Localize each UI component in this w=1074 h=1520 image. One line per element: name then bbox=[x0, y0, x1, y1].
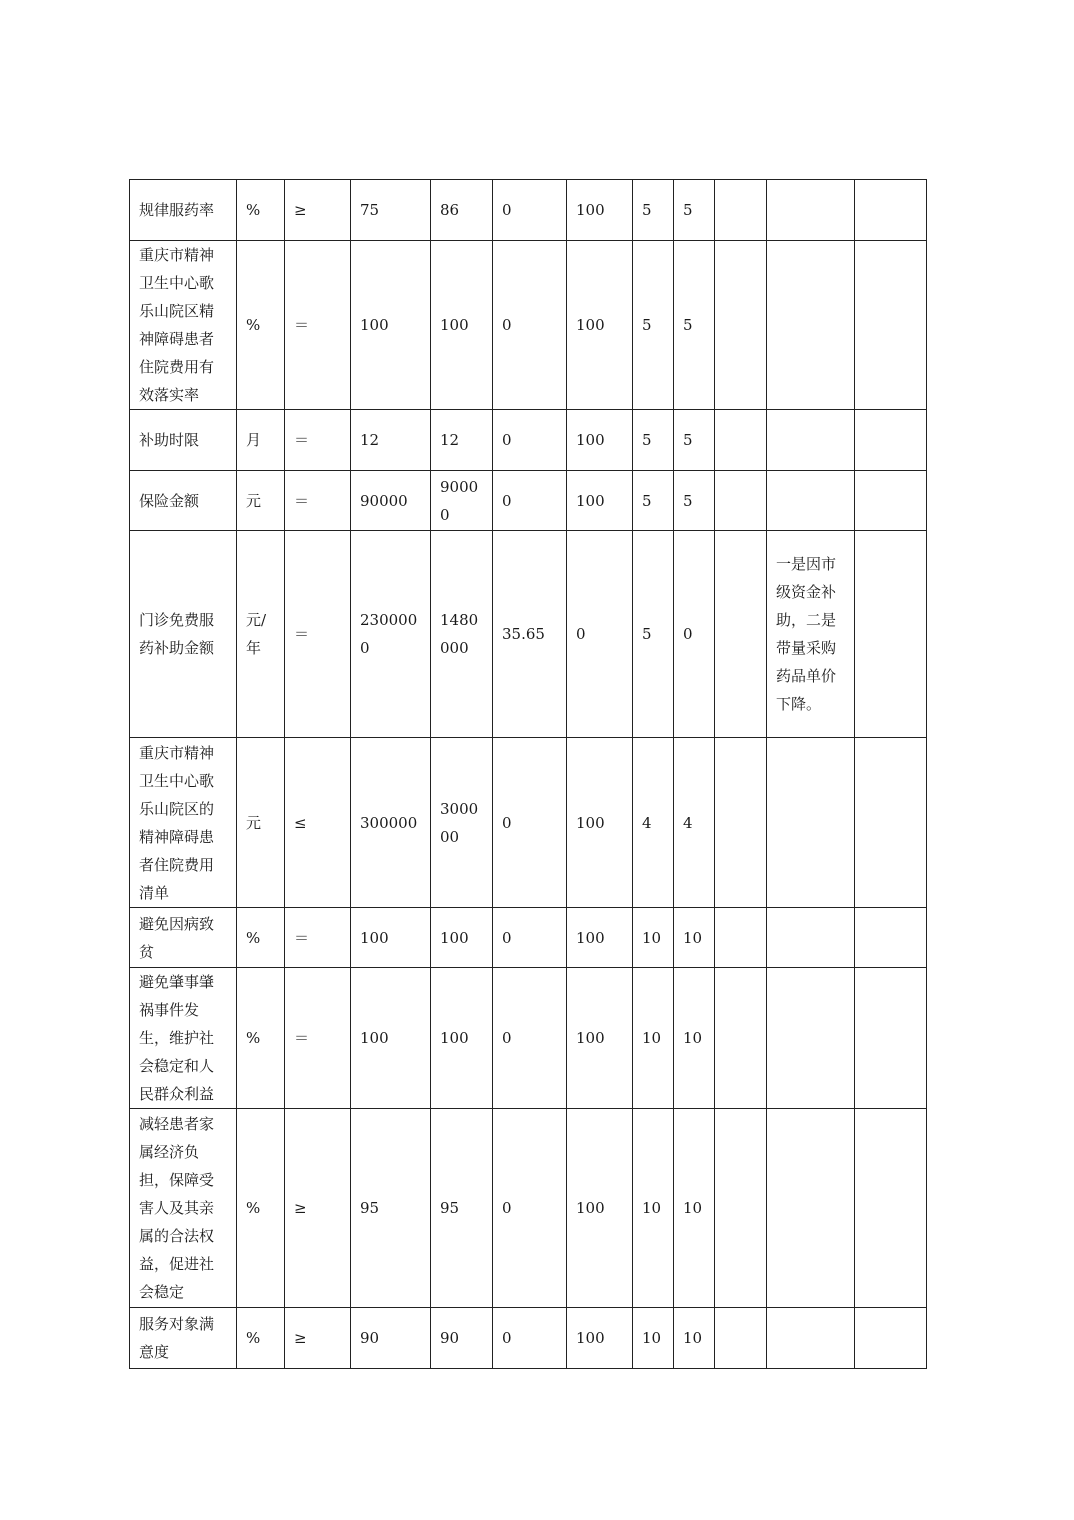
unit-cell: % bbox=[237, 1109, 285, 1308]
indicator-cell: 门诊免费服药补助金额 bbox=[130, 531, 237, 738]
weight-cell: 5 bbox=[633, 241, 674, 410]
weight-cell: 5 bbox=[633, 180, 674, 241]
table-row bbox=[130, 241, 927, 410]
deviation-cell: 0 bbox=[493, 410, 567, 471]
remark-cell bbox=[855, 908, 927, 968]
target-value-cell: 100 bbox=[351, 968, 431, 1109]
deviation-cell: 0 bbox=[493, 1109, 567, 1308]
indicator-cell: 规律服药率 bbox=[130, 180, 237, 241]
weight-cell: 10 bbox=[633, 1109, 674, 1308]
completion-rate-cell: 100 bbox=[567, 968, 633, 1109]
completion-rate-cell: 100 bbox=[567, 1109, 633, 1308]
operator-cell: ≥ bbox=[285, 1109, 351, 1308]
completion-rate-cell: 100 bbox=[567, 410, 633, 471]
remark-cell bbox=[855, 1308, 927, 1369]
indicator-cell: 补助时限 bbox=[130, 410, 237, 471]
unit-cell: 月 bbox=[237, 410, 285, 471]
completion-rate-cell: 100 bbox=[567, 241, 633, 410]
remark-cell bbox=[855, 241, 927, 410]
unit-cell: 元/年 bbox=[237, 531, 285, 738]
reason-cell bbox=[767, 738, 855, 908]
score-cell: 4 bbox=[674, 738, 715, 908]
weight-cell: 10 bbox=[633, 1308, 674, 1369]
unit-cell: % bbox=[237, 241, 285, 410]
operator-cell: ≥ bbox=[285, 180, 351, 241]
blank-cell bbox=[715, 471, 767, 531]
indicator-cell: 重庆市精神卫生中心歌乐山院区的精神障碍患者住院费用清单 bbox=[130, 738, 237, 908]
score-cell: 0 bbox=[674, 531, 715, 738]
actual-value-cell: 100 bbox=[431, 908, 493, 968]
remark-cell bbox=[855, 1109, 927, 1308]
score-cell: 5 bbox=[674, 410, 715, 471]
weight-cell: 5 bbox=[633, 531, 674, 738]
score-cell: 10 bbox=[674, 1308, 715, 1369]
weight-cell: 4 bbox=[633, 738, 674, 908]
indicator-cell: 避免肇事肇祸事件发生，维护社会稳定和人民群众利益 bbox=[130, 968, 237, 1109]
operator-cell: ＝ bbox=[285, 908, 351, 968]
reason-cell: 一是因市级资金补助，二是带量采购药品单价下降。 bbox=[767, 531, 855, 738]
blank-cell bbox=[715, 241, 767, 410]
table-row bbox=[130, 968, 927, 1109]
remark-cell bbox=[855, 968, 927, 1109]
table-row bbox=[130, 531, 927, 738]
score-cell: 5 bbox=[674, 241, 715, 410]
indicator-cell: 重庆市精神卫生中心歌乐山院区精神障碍患者住院费用有效落实率 bbox=[130, 241, 237, 410]
blank-cell bbox=[715, 738, 767, 908]
reason-cell bbox=[767, 180, 855, 241]
blank-cell bbox=[715, 1109, 767, 1308]
blank-cell bbox=[715, 180, 767, 241]
target-value-cell: 2300000 bbox=[351, 531, 431, 738]
operator-cell: ＝ bbox=[285, 531, 351, 738]
blank-cell bbox=[715, 410, 767, 471]
target-value-cell: 300000 bbox=[351, 738, 431, 908]
weight-cell: 5 bbox=[633, 471, 674, 531]
completion-rate-cell: 100 bbox=[567, 738, 633, 908]
remark-cell bbox=[855, 738, 927, 908]
weight-cell: 10 bbox=[633, 908, 674, 968]
operator-cell: ＝ bbox=[285, 241, 351, 410]
reason-cell bbox=[767, 1308, 855, 1369]
indicator-cell: 服务对象满意度 bbox=[130, 1308, 237, 1369]
unit-cell: 元 bbox=[237, 738, 285, 908]
table-row bbox=[130, 1308, 927, 1369]
unit-cell: % bbox=[237, 180, 285, 241]
score-cell: 5 bbox=[674, 180, 715, 241]
completion-rate-cell: 100 bbox=[567, 180, 633, 241]
deviation-cell: 0 bbox=[493, 968, 567, 1109]
reason-cell bbox=[767, 908, 855, 968]
actual-value-cell: 90000 bbox=[431, 471, 493, 531]
weight-cell: 5 bbox=[633, 410, 674, 471]
target-value-cell: 75 bbox=[351, 180, 431, 241]
actual-value-cell: 95 bbox=[431, 1109, 493, 1308]
table-row bbox=[130, 471, 927, 531]
target-value-cell: 95 bbox=[351, 1109, 431, 1308]
deviation-cell: 0 bbox=[493, 241, 567, 410]
indicator-cell: 避免因病致贫 bbox=[130, 908, 237, 968]
actual-value-cell: 300000 bbox=[431, 738, 493, 908]
deviation-cell: 0 bbox=[493, 471, 567, 531]
target-value-cell: 12 bbox=[351, 410, 431, 471]
target-value-cell: 90 bbox=[351, 1308, 431, 1369]
score-cell: 10 bbox=[674, 1109, 715, 1308]
remark-cell bbox=[855, 180, 927, 241]
operator-cell: ＝ bbox=[285, 410, 351, 471]
completion-rate-cell: 100 bbox=[567, 908, 633, 968]
completion-rate-cell: 100 bbox=[567, 471, 633, 531]
actual-value-cell: 90 bbox=[431, 1308, 493, 1369]
indicator-cell: 减轻患者家属经济负担，保障受害人及其亲属的合法权益，促进社会稳定 bbox=[130, 1109, 237, 1308]
blank-cell bbox=[715, 968, 767, 1109]
reason-cell bbox=[767, 410, 855, 471]
target-value-cell: 100 bbox=[351, 908, 431, 968]
unit-cell: % bbox=[237, 968, 285, 1109]
unit-cell: % bbox=[237, 908, 285, 968]
actual-value-cell: 86 bbox=[431, 180, 493, 241]
actual-value-cell: 100 bbox=[431, 241, 493, 410]
weight-cell: 10 bbox=[633, 968, 674, 1109]
reason-cell bbox=[767, 241, 855, 410]
operator-cell: ＝ bbox=[285, 471, 351, 531]
blank-cell bbox=[715, 1308, 767, 1369]
blank-cell bbox=[715, 531, 767, 738]
indicator-cell: 保险金额 bbox=[130, 471, 237, 531]
table-row bbox=[130, 410, 927, 471]
actual-value-cell: 1480000 bbox=[431, 531, 493, 738]
deviation-cell: 0 bbox=[493, 908, 567, 968]
score-cell: 5 bbox=[674, 471, 715, 531]
reason-cell bbox=[767, 968, 855, 1109]
table-row bbox=[130, 738, 927, 908]
table-body bbox=[130, 180, 927, 1369]
operator-cell: ＝ bbox=[285, 968, 351, 1109]
deviation-cell: 0 bbox=[493, 738, 567, 908]
actual-value-cell: 12 bbox=[431, 410, 493, 471]
actual-value-cell: 100 bbox=[431, 968, 493, 1109]
unit-cell: 元 bbox=[237, 471, 285, 531]
operator-cell: ≥ bbox=[285, 1308, 351, 1369]
table-row bbox=[130, 1109, 927, 1308]
completion-rate-cell: 0 bbox=[567, 531, 633, 738]
table-row bbox=[130, 908, 927, 968]
reason-cell bbox=[767, 471, 855, 531]
operator-cell: ≤ bbox=[285, 738, 351, 908]
remark-cell bbox=[855, 410, 927, 471]
completion-rate-cell: 100 bbox=[567, 1308, 633, 1369]
remark-cell bbox=[855, 531, 927, 738]
deviation-cell: 0 bbox=[493, 1308, 567, 1369]
deviation-cell: 0 bbox=[493, 180, 567, 241]
deviation-cell: 35.65 bbox=[493, 531, 567, 738]
score-cell: 10 bbox=[674, 908, 715, 968]
target-value-cell: 90000 bbox=[351, 471, 431, 531]
reason-cell bbox=[767, 1109, 855, 1308]
score-cell: 10 bbox=[674, 968, 715, 1109]
remark-cell bbox=[855, 471, 927, 531]
table-row bbox=[130, 180, 927, 241]
blank-cell bbox=[715, 908, 767, 968]
unit-cell: % bbox=[237, 1308, 285, 1369]
performance-indicator-table bbox=[129, 179, 927, 1369]
target-value-cell: 100 bbox=[351, 241, 431, 410]
